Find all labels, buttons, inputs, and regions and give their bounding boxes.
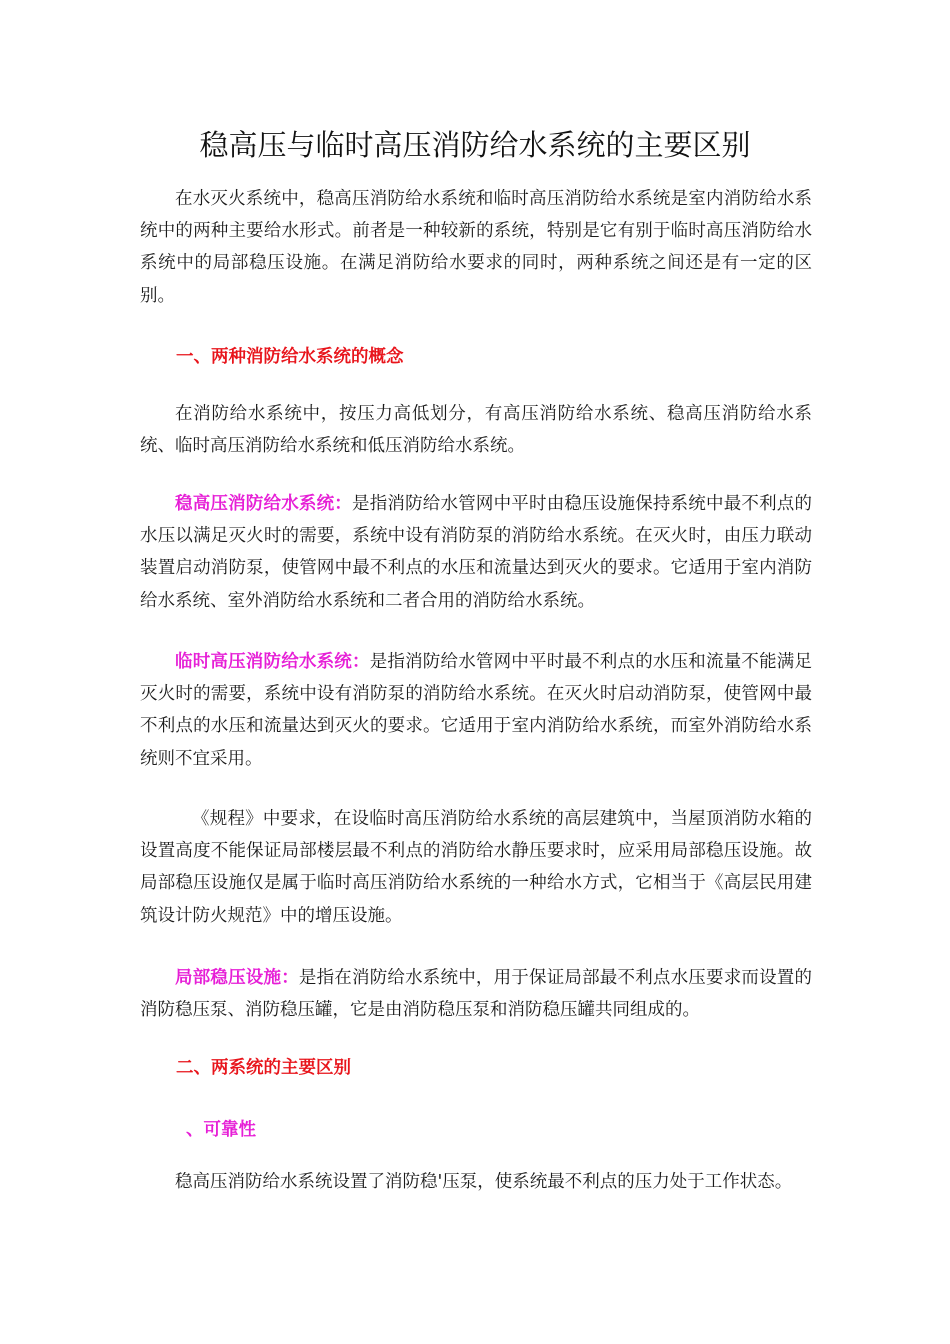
definition-text: 是指消防给水管网中平时由稳压设施保持系统中最不利点的水压以满足灭火时的需要，系统中设有消防泵的消防给水系统。在灭火时，由压力联动装置启动消防泵，使管网中最不利点的水压和流量达到灭火的要求。它适用于室内消防给水系统、室外消防给水系统和二者合用的消防给水系统。	[140, 494, 812, 611]
definition-text: 是指在消防给水系统中，用于保证局部最不利点水压要求而设置的消防稳压泵、消防稳压罐，它是由消防稳压泵和消防稳压罐共同组成的。	[140, 968, 813, 1021]
definition-local-pressure	[140, 962, 812, 1026]
section1-heading: 一、两种消防给水系统的概念	[176, 347, 404, 367]
page-title: 稳高压与临时高压消防给水系统的主要区别	[199, 128, 751, 163]
definition-term: 临时高压消防给水系统：	[175, 652, 370, 672]
definition-term: 局部稳压设施：	[175, 968, 299, 988]
section2-paragraph: 稳高压消防给水系统设置了消防稳'压泵，使系统最不利点的压力处于工作状态。	[175, 1172, 793, 1192]
definition-stable-high-pressure	[140, 488, 812, 617]
section1-intro-paragraph: 在消防给水系统中，按压力高低划分，有高压消防给水系统、稳高压消防给水系统、临时高压消防给水系统和低压消防给水系统。	[140, 404, 812, 457]
definition-text: 是指消防给水管网中平时最不利点的水压和流量不能满足灭火时的需要，系统中设有消防泵的消防给水系统。在灭火时启动消防泵，使管网中最不利点的水压和流量达到灭火的要求。它适用于室内消防给水系统，而室外消防给水系统则不宜采用。	[140, 652, 813, 769]
definition-temporary-high-pressure	[140, 646, 812, 775]
definition-term: 稳高压消防给水系统：	[175, 494, 352, 514]
rules-paragraph: 《规程》中要求，在设临时高压消防给水系统的高层建筑中，当屋顶消防水箱的设置高度不能保证局部楼层最不利点的消防给水静压要求时，应采用局部稳压设施。故局部稳压设施仅是属于临时高压消防给水系统的一种给水方式，它相当于《高层民用建筑设计防火规范》中的增压设施。	[140, 809, 812, 926]
section2-subheading: 、可靠性	[186, 1120, 256, 1140]
intro-paragraph: 在水灭火系统中，稳高压消防给水系统和临时高压消防给水系统是室内消防给水系统中的两种主要给水形式。前者是一种较新的系统，特别是它有别于临时高压消防给水系统中的局部稳压设施。在满足消防给水要求的同时，两种系统之间还是有一定的区别。	[140, 189, 812, 306]
section2-heading: 二、两系统的主要区别	[176, 1058, 351, 1078]
